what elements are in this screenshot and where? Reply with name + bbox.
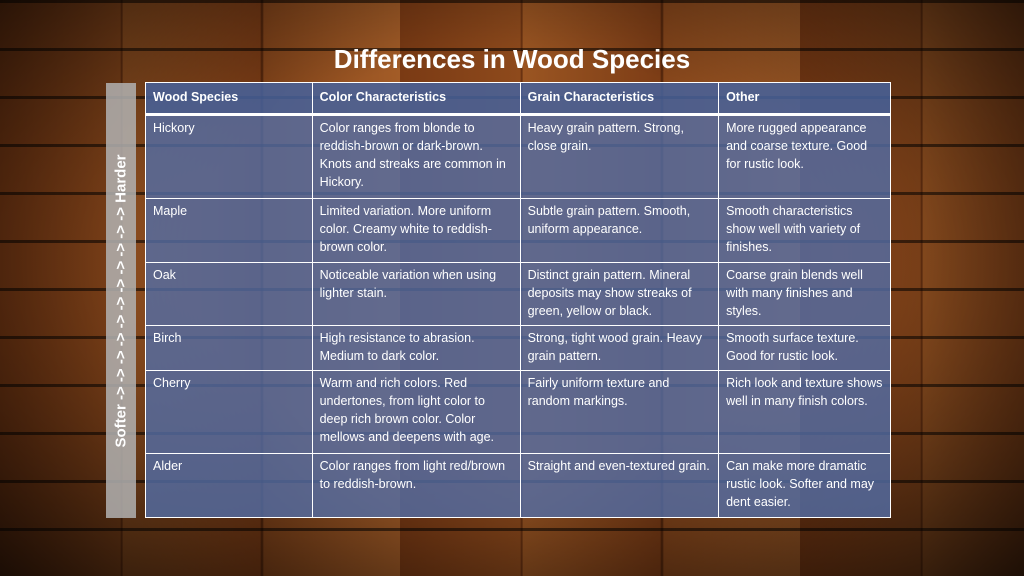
species-cell: Birch <box>146 326 313 371</box>
header-wood-species: Wood Species <box>146 83 313 115</box>
other-cell: Can make more dramatic rustic look. Softer and may dent easier. <box>719 454 891 518</box>
grain-cell: Distinct grain pattern. Mineral deposits may show streaks of green, yellow or black. <box>520 262 718 326</box>
table-row <box>146 371 891 454</box>
table-row <box>146 115 891 199</box>
species-cell: Cherry <box>146 371 313 454</box>
grain-cell: Straight and even-textured grain. <box>520 454 718 518</box>
header-color-characteristics: Color Characteristics <box>312 83 520 115</box>
table-header-row <box>146 83 891 115</box>
color-cell: High resistance to abrasion. Medium to dark color. <box>312 326 520 371</box>
hardness-scale-bar <box>106 83 136 518</box>
color-cell: Noticeable variation when using lighter stain. <box>312 262 520 326</box>
wood-species-table <box>145 82 891 518</box>
table-row <box>146 454 891 518</box>
table-row <box>146 326 891 371</box>
color-cell: Color ranges from blonde to reddish-brown or dark-brown. Knots and streaks are common in Hickory. <box>312 115 520 199</box>
species-cell: Hickory <box>146 115 313 199</box>
color-cell: Limited variation. More uniform color. Creamy white to reddish-brown color. <box>312 198 520 262</box>
species-cell: Oak <box>146 262 313 326</box>
table-row <box>146 262 891 326</box>
other-cell: Smooth surface texture. Good for rustic look. <box>719 326 891 371</box>
color-cell: Color ranges from light red/brown to reddish-brown. <box>312 454 520 518</box>
species-cell: Alder <box>146 454 313 518</box>
hardness-scale-label: Softer -> -> -> -> -> -> -> -> -> -> -> Harder <box>112 153 130 448</box>
color-cell: Warm and rich colors. Red undertones, from light color to deep rich brown color. Color mellows and deepens with age. <box>312 371 520 454</box>
header-grain-characteristics: Grain Characteristics <box>520 83 718 115</box>
grain-cell: Heavy grain pattern. Strong, close grain. <box>520 115 718 199</box>
grain-cell: Subtle grain pattern. Smooth, uniform appearance. <box>520 198 718 262</box>
other-cell: Coarse grain blends well with many finishes and styles. <box>719 262 891 326</box>
other-cell: Rich look and texture shows well in many finish colors. <box>719 371 891 454</box>
table-row <box>146 198 891 262</box>
species-cell: Maple <box>146 198 313 262</box>
grain-cell: Strong, tight wood grain. Heavy grain pattern. <box>520 326 718 371</box>
grain-cell: Fairly uniform texture and random markings. <box>520 371 718 454</box>
slide-title: Differences in Wood Species <box>333 44 691 74</box>
other-cell: More rugged appearance and coarse texture. Good for rustic look. <box>719 115 891 199</box>
header-other: Other <box>719 83 891 115</box>
other-cell: Smooth characteristics show well with variety of finishes. <box>719 198 891 262</box>
